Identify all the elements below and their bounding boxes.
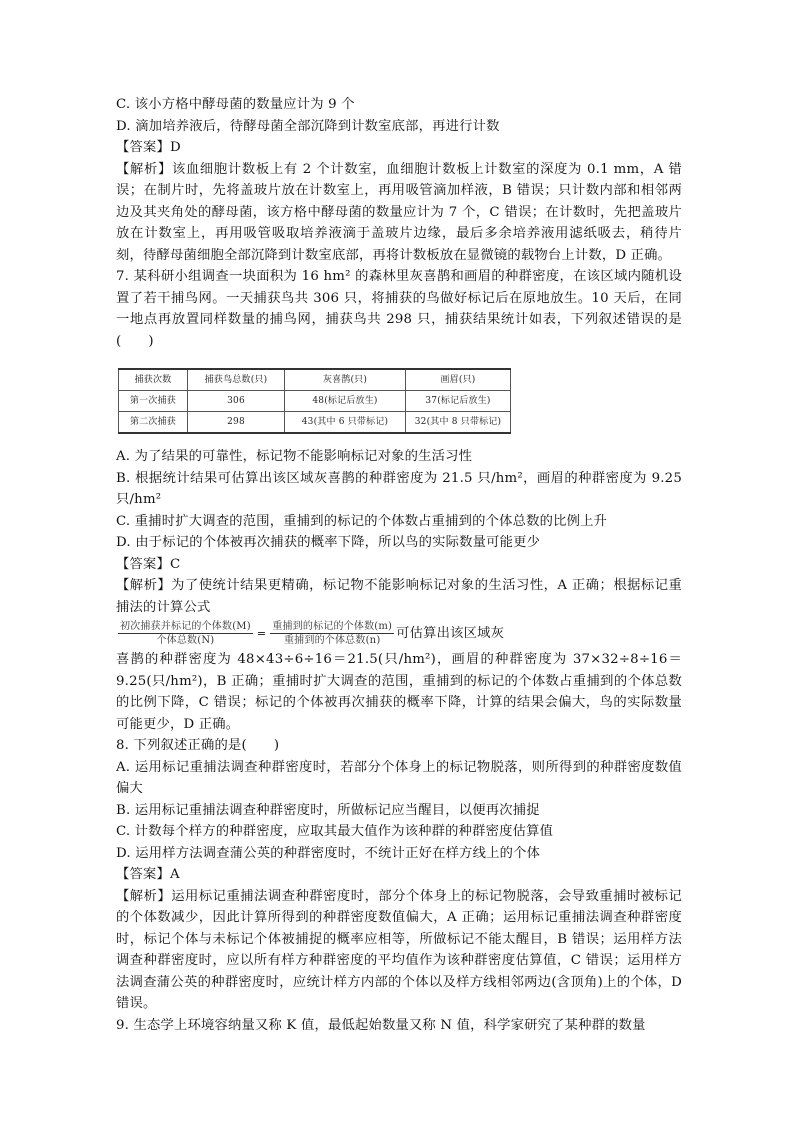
fraction-left [118,620,253,647]
mark-recapture-formula [116,620,682,647]
table-cell: 298 [188,412,285,434]
analysis-7: 喜鹊的种群密度为 48×43÷6÷16＝21.5(只/hm²)，画眉的种群密度为 37×32÷8÷16＝9.25(只/hm²)，B 正确；重捕时扩大调查的范围，重捕到的标记的个体数占重捕到的个体总数的比例下降，C 错误；标记的个体被再次捕获的概率下降，计算的结果会偏大，鸟的实际数量可能更少，D 正确。 [116,652,682,732]
capture-table [118,368,511,434]
table-cell: 48(标记后放生) [285,391,406,412]
fraction-numerator: 初次捕获并标记的个体数(M) [120,621,251,632]
answer-8: 【答案】A [116,867,180,882]
table-cell: 306 [188,391,285,412]
question-7: 7. 某科研小组调查一块面积为 16 hm² 的森林里灰喜鹊和画眉的种群密度，在该区域内随机设置了若干捕鸟网。一天捕获鸟共 306 只，将捕获的鸟做好标记后在原地放生。10 天后，在同一地点再放置同样数量的捕鸟网，捕获鸟共 298 只，捕获结果统计如表，下列叙述错误的是( ) [116,269,682,349]
table-row [119,412,511,434]
option-b: B. 运用标记重捕法调查种群密度时，所做标记应当醒目，以便再次捕捉 [116,802,540,818]
option-b: B. 根据统计结果可估算出该区域灰喜鹊的种群密度为 21.5 只/hm²，画眉的种群密度为 9.25 只/hm² [116,470,682,507]
analysis-6: 【解析】该血细胞计数板上有 2 个计数室，血细胞计数板上计数室的深度为 0.1 mm，A 错误；在制片时，先将盖玻片放在计数室上，再用吸管滴加样液，B 错误；只计数内部和相邻两边及其夹角处的酵母菌，该方格中酵母菌的数量应计为 7 个，C 错误；在计数时，先把盖玻片放在计数室上，再用吸管吸取培养液滴于盖玻片边缘，最后多余培养液用滤纸吸去，稍待片刻，待酵母菌细胞全部沉降到计数室底部，再将计数板放在显微镜的载物台上计数，D 正确。 [116,161,682,263]
table-header: 捕获鸟总数(只) [188,369,285,391]
fraction-numerator: 重捕到的标记的个体数(m) [272,621,393,632]
analysis-8: 【解析】运用标记重捕法调查种群密度时，部分个体身上的标记物脱落，会导致重捕时被标记的个体数减少，因此计算所得到的种群密度数值偏大，A 正确；运用标记重捕法调查种群密度时，标记个体与未标记个体被捕捉的概率应相等，所做标记不能太醒目，B 错误；运用样方法调查种群密度时，应以所有样方种群密度的平均值作为该种群密度估算值，C 错误；运用样方法调查蒲公英的种群密度时，应统计样方内部的个体以及样方线相邻两边(含顶角)上的个体，D 错误。 [116,888,682,1011]
question-8: 8. 下列叙述正确的是( ) [116,738,280,753]
question-9: 9. 生态学上环境容纳量又称 K 值，最低起始数量又称 N 值，科学家研究了某种群的数量 [116,1017,646,1033]
fraction-right [270,620,394,647]
table-header-row [119,369,511,391]
table-cell: 37(标记后放生) [406,391,511,412]
fraction-denominator: 个体总数(N) [156,635,215,646]
table-cell: 32(其中 8 只带标记) [406,412,511,434]
option-a: A. 为了结果的可靠性，标记物不能影响标记对象的生活习性 [116,449,473,464]
table-header: 捕获次数 [119,369,188,391]
formula-tail: 可估算出该区域灰 [396,625,505,641]
option-c: C. 计数每个样方的种群密度，应取其最大值作为该种群的种群密度估算值 [116,824,554,839]
table-row [119,391,511,412]
document-body [116,94,682,1036]
answer-7: 【答案】C [116,556,181,572]
analysis-7-intro: 【解析】为了使统计结果更精确，标记物不能影响标记对象的生活习性，A 正确；根据标记重捕法的计算公式 [116,578,682,615]
option-d: D. 滴加培养液后，待酵母菌全部沉降到计数室底部，再进行计数 [116,118,500,134]
answer-6: 【答案】D [116,140,181,155]
option-c: C. 重捕时扩大调查的范围，重捕到的标记的个体数占重捕到的个体总数的比例上升 [116,513,608,529]
table-cell: 第一次捕获 [119,391,188,412]
option-d: D. 运用样方法调查蒲公英的种群密度时，不统计正好在样方线上的个体 [116,845,541,861]
table-header: 画眉(只) [406,369,511,391]
table-cell: 第二次捕获 [119,412,188,434]
option-c: C. 该小方格中酵母菌的数量应计为 9 个 [116,97,355,112]
option-d: D. 由于标记的个体被再次捕获的概率下降，所以鸟的实际数量可能更少 [116,535,541,550]
fraction-denominator: 重捕到的个体总数(n) [283,635,381,646]
table-cell: 43(其中 6 只带标记) [285,412,406,434]
table-header: 灰喜鹊(只) [285,369,406,391]
option-a: A. 运用标记重捕法调查种群密度时，若部分个体身上的标记物脱落，则所得到的种群密度数值偏大 [116,759,682,796]
equals-sign: = [256,626,267,640]
